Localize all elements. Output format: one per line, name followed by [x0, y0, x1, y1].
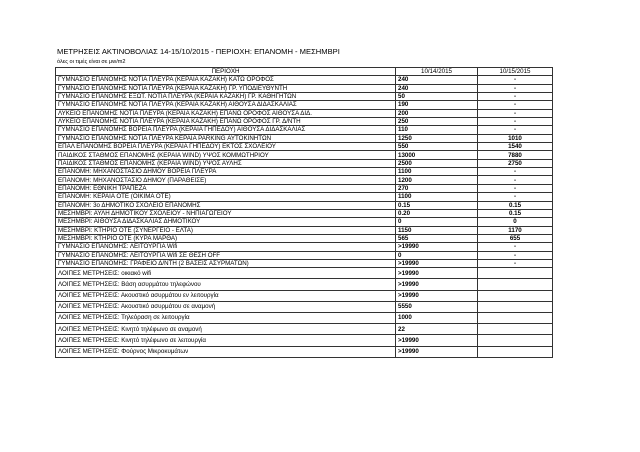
- location-cell: ΛΟΙΠΕΣ ΜΕΤΡΗΣΕΙΣ: Φούρνος Μικροκυμάτων: [56, 346, 396, 357]
- value-cell-date-2: -: [478, 93, 553, 101]
- location-cell: ΛΟΙΠΕΣ ΜΕΤΡΗΣΕΙΣ: Κινητό τηλέφωνο σε αναμονή: [56, 324, 396, 335]
- location-cell: ΜΕΣΗΜΒΡΙ: ΑΙΘΟΥΣΑ ΔΙΔΑΣΚΑΛΙΑΣ ΔΗΜΟΤΙΚΟΥ: [56, 218, 396, 226]
- table-row: [56, 159, 553, 167]
- value-cell-date-2: [478, 290, 553, 301]
- value-cell-date-1: 200: [396, 109, 478, 117]
- value-cell-date-2: 7880: [478, 151, 553, 159]
- table-row: [56, 193, 553, 201]
- value-cell-date-2: 655: [478, 234, 553, 242]
- value-cell-date-1: 250: [396, 118, 478, 126]
- value-cell-date-2: -: [478, 259, 553, 267]
- location-cell: ΛΟΙΠΕΣ ΜΕΤΡΗΣΕΙΣ: Ακουστικό ασυρμάτου σε αναμονή: [56, 301, 396, 312]
- value-cell-date-2: -: [478, 126, 553, 134]
- units-note: όλες οι τιμές είναι σε μw/m2: [57, 59, 126, 65]
- value-cell-date-1: 1100: [396, 193, 478, 201]
- location-cell: ΛΟΙΠΕΣ ΜΕΤΡΗΣΕΙΣ: Βάση ασυρμάτου τηλεφώνου: [56, 279, 396, 290]
- value-cell-date-1: 0: [396, 218, 478, 226]
- table-row: [56, 259, 553, 267]
- value-cell-date-1: 5550: [396, 301, 478, 312]
- value-cell-date-2: [478, 313, 553, 324]
- table-row: [56, 201, 553, 209]
- value-cell-date-2: [478, 324, 553, 335]
- value-cell-date-1: 550: [396, 143, 478, 151]
- location-cell: ΛΥΚΕΙΟ ΕΠΑΝΟΜΗΣ ΝΟΤΙΑ ΠΛΕΥΡΑ (ΚΕΡΑΙΑ ΚΑΖΑΚΗ) ΕΠΑΝΩ ΟΡΟΦΟΣ ΑΙΘΟΥΣΑ ΔΙΔ.: [56, 109, 396, 117]
- document-title: ΜΕΤΡΗΣΕΙΣ ΑΚΤΙΝΟΒΟΛΙΑΣ 14-15/10/2015 - ΠΕΡΙΟΧΗ: ΕΠΑΝΟΜΗ - ΜΕΣΗΜΒΡΙ: [57, 47, 340, 56]
- table-row: [56, 324, 553, 335]
- value-cell-date-1: 190: [396, 101, 478, 109]
- value-cell-date-2: -: [478, 118, 553, 126]
- value-cell-date-1: 2500: [396, 159, 478, 167]
- location-cell: ΓΥΜΝΑΣΙΟ ΕΠΑΝΟΜΗΣ ΝΟΤΙΑ ΠΛΕΥΡΑ (ΚΕΡΑΙΑ ΚΑΖΑΚΗ) ΑΙΘΟΥΣΑ ΔΙΔΑΣΚΑΛΙΑΣ: [56, 101, 396, 109]
- value-cell-date-2: 1010: [478, 134, 553, 142]
- table-row: [56, 168, 553, 176]
- value-cell-date-1: >19990: [396, 279, 478, 290]
- value-cell-date-2: -: [478, 101, 553, 109]
- value-cell-date-2: -: [478, 168, 553, 176]
- value-cell-date-2: 0.15: [478, 209, 553, 217]
- table-row: [56, 101, 553, 109]
- table-row: [56, 313, 553, 324]
- value-cell-date-1: >19990: [396, 243, 478, 251]
- value-cell-date-1: 270: [396, 184, 478, 192]
- location-cell: ΕΠΑΛ ΕΠΑΝΟΜΗΣ ΒΟΡΕΙΑ ΠΛΕΥΡΑ (ΚΕΡΑΙΑ ΓΗΠΕΔΟΥ) ΕΚΤΟΣ ΣΧΟΛΕΙΟΥ: [56, 143, 396, 151]
- table-row: [56, 209, 553, 217]
- table-header-row: [56, 68, 553, 76]
- location-cell: ΜΕΣΗΜΒΡΙ: ΚΤΗΡΙΟ ΟΤΕ (ΚΥΡΑ ΜΑΡΘΑ): [56, 234, 396, 242]
- value-cell-date-1: 1150: [396, 226, 478, 234]
- location-cell: ΓΥΜΝΑΣΙΟ ΕΠΑΝΟΜΗΣ: ΓΡΑΦΕΙΟ Δ/ΝΤΗ (2 ΒΑΣΕΙΣ ΑΣΥΡΜΑΤΩΝ): [56, 259, 396, 267]
- value-cell-date-2: 2750: [478, 159, 553, 167]
- value-cell-date-1: 565: [396, 234, 478, 242]
- table-row: [56, 93, 553, 101]
- value-cell-date-1: 13000: [396, 151, 478, 159]
- location-cell: ΕΠΑΝΟΜΗ: 3ο ΔΗΜΟΤΙΚΟ ΣΧΟΛΕΙΟ ΕΠΑΝΟΜΗΣ: [56, 201, 396, 209]
- header-date-1: 10/14/2015: [396, 68, 478, 76]
- value-cell-date-2: 1170: [478, 226, 553, 234]
- location-cell: ΓΥΜΝΑΣΙΟ ΕΠΑΝΟΜΗΣ ΝΟΤΙΑ ΠΛΕΥΡΑ ΚΕΡΑΙΑ PARKING ΑΥΤΟΚΙΝΗΤΩΝ: [56, 134, 396, 142]
- location-cell: ΓΥΜΝΑΣΙΟ ΕΠΑΝΟΜΗΣ ΕΞΩΤ. ΝΟΤΙΑ ΠΛΕΥΡΑ (ΚΕΡΑΙΑ ΚΑΖΑΚΗ) ΓΡ. ΚΑΘΗΓΗΤΩΝ: [56, 93, 396, 101]
- value-cell-date-2: [478, 335, 553, 346]
- value-cell-date-2: -: [478, 243, 553, 251]
- table-row: [56, 76, 553, 84]
- value-cell-date-2: [478, 279, 553, 290]
- header-date-2: 10/15/2015: [478, 68, 553, 76]
- location-cell: ΜΕΣΗΜΒΡΙ: ΑΥΛΗ ΔΗΜΟΤΙΚΟΥ ΣΧΟΛΕΙΟΥ - ΝΗΠΙΑΓΩΓΕΙΟΥ: [56, 209, 396, 217]
- table-row: [56, 109, 553, 117]
- value-cell-date-1: 1100: [396, 168, 478, 176]
- table-row: [56, 84, 553, 92]
- value-cell-date-1: >19990: [396, 335, 478, 346]
- table-row: [56, 346, 553, 357]
- value-cell-date-2: [478, 346, 553, 357]
- location-cell: ΓΥΜΝΑΣΙΟ ΕΠΑΝΟΜΗΣ: ΛΕΙΤΟΥΡΓΙΑ Wifi: [56, 243, 396, 251]
- value-cell-date-1: >19990: [396, 259, 478, 267]
- value-cell-date-1: 0: [396, 251, 478, 259]
- value-cell-date-1: 1250: [396, 134, 478, 142]
- table-row: [56, 226, 553, 234]
- value-cell-date-2: -: [478, 251, 553, 259]
- location-cell: ΛΥΚΕΙΟ ΕΠΑΝΟΜΗΣ ΝΟΤΙΑ ΠΛΕΥΡΑ (ΚΕΡΑΙΑ ΚΑΖΑΚΗ) ΕΠΑΝΩ ΟΡΟΦΟΣ ΓΡ. Δ/ΝΤΗ: [56, 118, 396, 126]
- table-row: [56, 143, 553, 151]
- value-cell-date-2: 0: [478, 218, 553, 226]
- location-cell: ΓΥΜΝΑΣΙΟ ΕΠΑΝΟΜΗΣ ΒΟΡΕΙΑ ΠΛΕΥΡΑ (ΚΕΡΑΙΑ ΓΗΠΕΔΟΥ) ΑΙΘΟΥΣΑ ΔΙΔΑΣΚΑΛΙΑΣ: [56, 126, 396, 134]
- location-cell: ΓΥΜΝΑΣΙΟ ΕΠΑΝΟΜΗΣ: ΛΕΙΤΟΥΡΓΙΑ Wifi ΣΕ ΘΕΣΗ OFF: [56, 251, 396, 259]
- location-cell: ΓΥΜΝΑΣΙΟ ΕΠΑΝΟΜΗΣ ΝΟΤΙΑ ΠΛΕΥΡΑ (ΚΕΡΑΙΑ ΚΑΖΑΚΗ) ΚΑΤΩ ΟΡΟΦΟΣ: [56, 76, 396, 84]
- value-cell-date-2: -: [478, 109, 553, 117]
- value-cell-date-2: 0.15: [478, 201, 553, 209]
- table-row: [56, 268, 553, 279]
- table-row: [56, 184, 553, 192]
- value-cell-date-1: 0.20: [396, 209, 478, 217]
- location-cell: ΛΟΙΠΕΣ ΜΕΤΡΗΣΕΙΣ: Τηλεόραση σε λειτουργία: [56, 313, 396, 324]
- table-row: [56, 134, 553, 142]
- location-cell: ΛΟΙΠΕΣ ΜΕΤΡΗΣΕΙΣ: Ακουστικό ασυρμάτου εν λειτουργία: [56, 290, 396, 301]
- value-cell-date-1: 240: [396, 76, 478, 84]
- value-cell-date-2: 1540: [478, 143, 553, 151]
- table-row: [56, 290, 553, 301]
- location-cell: ΓΥΜΝΑΣΙΟ ΕΠΑΝΟΜΗΣ ΝΟΤΙΑ ΠΛΕΥΡΑ (ΚΕΡΑΙΑ ΚΑΖΑΚΗ) ΓΡ. ΥΠΟΔΙΕΥΘΥΝΤΗ: [56, 84, 396, 92]
- table-row: [56, 251, 553, 259]
- value-cell-date-1: 1200: [396, 176, 478, 184]
- location-cell: ΛΟΙΠΕΣ ΜΕΤΡΗΣΕΙΣ: οικιακό wifi: [56, 268, 396, 279]
- value-cell-date-1: >19990: [396, 290, 478, 301]
- value-cell-date-2: -: [478, 176, 553, 184]
- value-cell-date-1: 240: [396, 84, 478, 92]
- table-row: [56, 279, 553, 290]
- table-row: [56, 335, 553, 346]
- value-cell-date-2: [478, 268, 553, 279]
- table-row: [56, 126, 553, 134]
- value-cell-date-2: -: [478, 76, 553, 84]
- value-cell-date-1: 1000: [396, 313, 478, 324]
- location-cell: ΜΕΣΗΜΒΡΙ: ΚΤΗΡΙΟ ΟΤΕ (ΣΥΝΕΡΓΕΙΟ - ΕΛΤΑ): [56, 226, 396, 234]
- value-cell-date-2: -: [478, 184, 553, 192]
- location-cell: ΕΠΑΝΟΜΗ: ΜΗΧΑΝΟΣΤΑΣΙΟ ΔΗΜΟΥ ΒΟΡΕΙΑ ΠΛΕΥΡΑ: [56, 168, 396, 176]
- value-cell-date-1: 50: [396, 93, 478, 101]
- table-row: [56, 243, 553, 251]
- value-cell-date-2: [478, 301, 553, 312]
- table-row: [56, 176, 553, 184]
- header-location: ΠΕΡΙΟΧΗ: [56, 68, 396, 76]
- location-cell: ΠΑΙΔΙΚΟΣ ΣΤΑΘΜΟΣ ΕΠΑΝΟΜΗΣ (ΚΕΡΑΙΑ WIND) ΥΨΟΣ ΑΥΛΗΣ: [56, 159, 396, 167]
- location-cell: ΕΠΑΝΟΜΗ: ΜΗΧΑΝΟΣΤΑΣΙΟ ΔΗΜΟΥ (ΠΑΡΑΘΕΙΣΕ): [56, 176, 396, 184]
- table-row: [56, 234, 553, 242]
- location-cell: ΕΠΑΝΟΜΗ: ΚΕΡΑΙΑ ΟΤΕ (ΟΙΚΙΜΑ ΟΤΕ): [56, 193, 396, 201]
- table-row: [56, 301, 553, 312]
- location-cell: ΛΟΙΠΕΣ ΜΕΤΡΗΣΕΙΣ: Κινητό τηλέφωνο σε λειτουργία: [56, 335, 396, 346]
- table-body: [56, 76, 553, 357]
- value-cell-date-2: -: [478, 84, 553, 92]
- table-row: [56, 151, 553, 159]
- value-cell-date-1: 110: [396, 126, 478, 134]
- value-cell-date-2: -: [478, 193, 553, 201]
- table-row: [56, 218, 553, 226]
- value-cell-date-1: >19990: [396, 268, 478, 279]
- location-cell: ΠΑΙΔΙΚΟΣ ΣΤΑΘΜΟΣ ΕΠΑΝΟΜΗΣ (ΚΕΡΑΙΑ WIND) ΥΨΟΣ ΚΟΜΜΩΤΗΡΙΟΥ: [56, 151, 396, 159]
- value-cell-date-1: 0.15: [396, 201, 478, 209]
- table-row: [56, 118, 553, 126]
- value-cell-date-1: >19990: [396, 346, 478, 357]
- location-cell: ΕΠΑΝΟΜΗ: ΕΘΝΙΚΗ ΤΡΑΠΕΖΑ: [56, 184, 396, 192]
- measurements-table: [55, 67, 553, 358]
- value-cell-date-1: 22: [396, 324, 478, 335]
